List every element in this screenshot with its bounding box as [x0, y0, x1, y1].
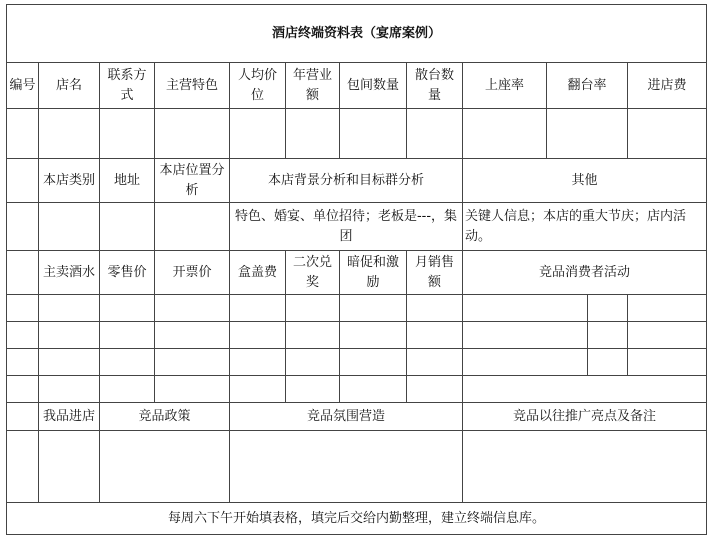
table-row [7, 109, 707, 159]
cell-empty[interactable] [7, 109, 39, 159]
cell-empty[interactable] [155, 109, 230, 159]
cell-empty[interactable] [463, 431, 707, 503]
table-row [7, 431, 707, 503]
cell-empty[interactable] [340, 349, 407, 376]
cell-empty[interactable] [286, 376, 340, 403]
cell-empty [7, 159, 39, 203]
cell-empty[interactable] [39, 322, 100, 349]
cell-empty[interactable] [39, 431, 100, 503]
cell-empty[interactable] [340, 295, 407, 322]
cell-empty[interactable] [39, 376, 100, 403]
cell-empty[interactable] [100, 431, 230, 503]
cell-empty[interactable] [100, 295, 155, 322]
cell-empty[interactable] [155, 203, 230, 251]
cell-empty[interactable] [628, 349, 707, 376]
background-note[interactable]: 特色、婚宴、单位招待；老板是---，集团 [230, 203, 463, 251]
label-monthly-sales: 月销售额 [407, 251, 463, 295]
cell-empty[interactable] [547, 109, 628, 159]
label-competitor-policy: 竞品政策 [100, 403, 230, 431]
label-competitor-atmosphere: 竞品氛围营造 [230, 403, 463, 431]
cell-empty[interactable] [7, 431, 39, 503]
cell-empty[interactable] [100, 322, 155, 349]
hotel-terminal-table [6, 4, 707, 535]
cell-empty[interactable] [230, 322, 286, 349]
cell-empty[interactable] [155, 295, 230, 322]
cell-empty[interactable] [588, 322, 628, 349]
col-header-private-rooms: 包间数量 [340, 63, 407, 109]
cell-empty[interactable] [628, 109, 707, 159]
label-background-analysis: 本店背景分析和目标群分析 [230, 159, 463, 203]
cell-empty[interactable] [407, 295, 463, 322]
cell-empty[interactable] [39, 109, 100, 159]
col-header-avg-price: 人均价位 [230, 63, 286, 109]
cell-empty[interactable] [286, 349, 340, 376]
cell-empty[interactable] [155, 322, 230, 349]
label-cap-fee: 盒盖费 [230, 251, 286, 295]
cell-empty[interactable] [628, 295, 707, 322]
cell-empty[interactable] [100, 203, 155, 251]
cell-empty[interactable] [230, 431, 463, 503]
cell-empty[interactable] [340, 376, 407, 403]
cell-empty[interactable] [463, 322, 588, 349]
table-row [7, 349, 707, 376]
col-header-contact: 联系方式 [100, 63, 155, 109]
cell-empty[interactable] [286, 295, 340, 322]
col-header-entry-fee: 进店费 [628, 63, 707, 109]
cell-empty[interactable] [7, 295, 39, 322]
cell-empty[interactable] [100, 349, 155, 376]
cell-empty[interactable] [463, 295, 588, 322]
cell-empty[interactable] [39, 349, 100, 376]
section2-header-row [7, 159, 707, 203]
label-location-analysis: 本店位置分析 [155, 159, 230, 203]
label-retail-price: 零售价 [100, 251, 155, 295]
cell-empty [7, 403, 39, 431]
col-header-specialty: 主营特色 [155, 63, 230, 109]
table-row [7, 322, 707, 349]
cell-empty[interactable] [407, 376, 463, 403]
label-other: 其他 [463, 159, 707, 203]
col-header-occupancy: 上座率 [463, 63, 547, 109]
cell-empty[interactable] [230, 349, 286, 376]
label-hidden-promo: 暗促和激励 [340, 251, 407, 295]
col-header-turnover: 翻台率 [547, 63, 628, 109]
label-invoice-price: 开票价 [155, 251, 230, 295]
cell-empty[interactable] [628, 322, 707, 349]
col-header-annual-revenue: 年营业额 [286, 63, 340, 109]
cell-empty[interactable] [7, 203, 39, 251]
table-row [7, 376, 707, 403]
label-competitor-activity: 竞品消费者活动 [463, 251, 707, 295]
cell-empty[interactable] [286, 322, 340, 349]
col-header-open-tables: 散台数量 [407, 63, 463, 109]
cell-empty[interactable] [230, 295, 286, 322]
cell-empty [7, 251, 39, 295]
cell-empty[interactable] [230, 109, 286, 159]
footer-note: 每周六下午开始填表格，填完后交给内勤整理，建立终端信息库。 [7, 503, 707, 535]
col-header-id: 编号 [7, 63, 39, 109]
cell-empty[interactable] [7, 349, 39, 376]
label-main-liquor: 主卖酒水 [39, 251, 100, 295]
cell-empty[interactable] [230, 376, 286, 403]
cell-empty[interactable] [155, 349, 230, 376]
cell-empty[interactable] [7, 376, 39, 403]
header-row [7, 63, 707, 109]
other-note[interactable]: 关键人信息；本店的重大节庆；店内活动。 [463, 203, 707, 251]
cell-empty[interactable] [588, 295, 628, 322]
table-row [7, 203, 707, 251]
cell-empty[interactable] [340, 109, 407, 159]
cell-empty[interactable] [286, 109, 340, 159]
cell-empty[interactable] [100, 109, 155, 159]
label-store-category: 本店类别 [39, 159, 100, 203]
table-row [7, 295, 707, 322]
label-second-redeem: 二次兑奖 [286, 251, 340, 295]
label-address: 地址 [100, 159, 155, 203]
label-our-product-entry: 我品进店 [39, 403, 100, 431]
section4-header-row [7, 403, 707, 431]
cell-empty[interactable] [407, 322, 463, 349]
label-competitor-highlights: 竞品以往推广亮点及备注 [463, 403, 707, 431]
section3-header-row [7, 251, 707, 295]
cell-empty[interactable] [39, 295, 100, 322]
cell-empty[interactable] [463, 376, 707, 403]
cell-empty[interactable] [463, 349, 588, 376]
cell-empty[interactable] [39, 203, 100, 251]
col-header-store-name: 店名 [39, 63, 100, 109]
terminal-info-sheet [6, 4, 707, 535]
cell-empty[interactable] [588, 349, 628, 376]
cell-empty[interactable] [155, 376, 230, 403]
cell-empty[interactable] [407, 349, 463, 376]
cell-empty[interactable] [100, 376, 155, 403]
cell-empty[interactable] [340, 322, 407, 349]
cell-empty[interactable] [7, 322, 39, 349]
sheet-title: 酒店终端资料表（宴席案例） [7, 5, 707, 63]
cell-empty[interactable] [407, 109, 463, 159]
cell-empty[interactable] [463, 109, 547, 159]
